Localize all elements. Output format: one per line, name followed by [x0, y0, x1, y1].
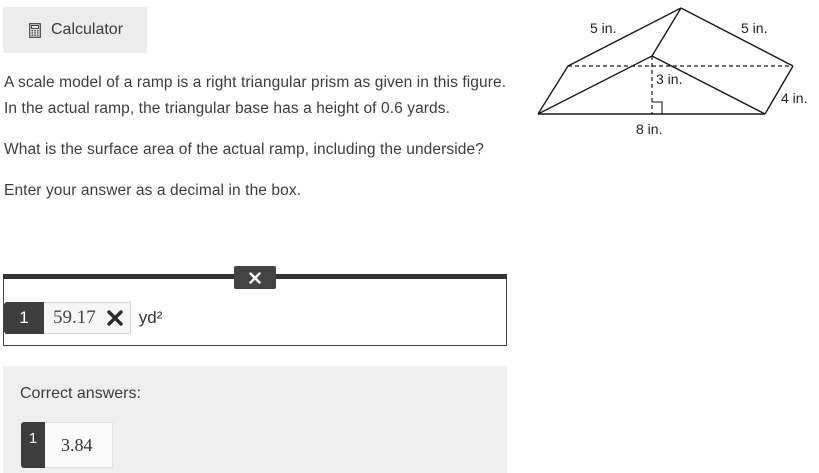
correct-answer-value: 3.84 [45, 422, 113, 468]
label-depth: 4 in. [781, 90, 808, 106]
answer-unit: yd² [138, 308, 163, 327]
question-paragraph-2: What is the surface area of the actual ramp, including the underside? [4, 141, 484, 158]
correct-answers-label: Correct answers: [20, 385, 141, 402]
x-icon [106, 309, 124, 327]
calculator-icon [29, 23, 41, 38]
answer-number-badge: 1 [4, 302, 44, 334]
answer-value: 59.17 [53, 307, 96, 328]
close-icon [249, 272, 261, 284]
question-instruction: Enter your answer as a decimal in the box. [4, 182, 302, 199]
triangular-prism-figure [530, 0, 819, 145]
label-height: 3 in. [656, 71, 683, 87]
answer-row [4, 302, 162, 334]
calculator-label: Calculator [51, 21, 124, 38]
close-answer-button[interactable] [234, 266, 276, 289]
calculator-button[interactable] [3, 7, 147, 53]
label-top-right: 5 in. [741, 20, 768, 36]
correct-number-badge: 1 [21, 422, 45, 468]
question-paragraph-1: A scale model of a ramp is a right triangular prism as given in this figure. In the actual ramp, the triangular base has a height of 0.6 yards. [4, 74, 507, 117]
label-top-left: 5 in. [590, 20, 617, 36]
correct-answers-panel [3, 366, 507, 473]
answer-input[interactable] [44, 302, 131, 334]
correct-answer-row [21, 422, 113, 468]
question-text [4, 70, 514, 219]
label-base: 8 in. [636, 121, 663, 137]
